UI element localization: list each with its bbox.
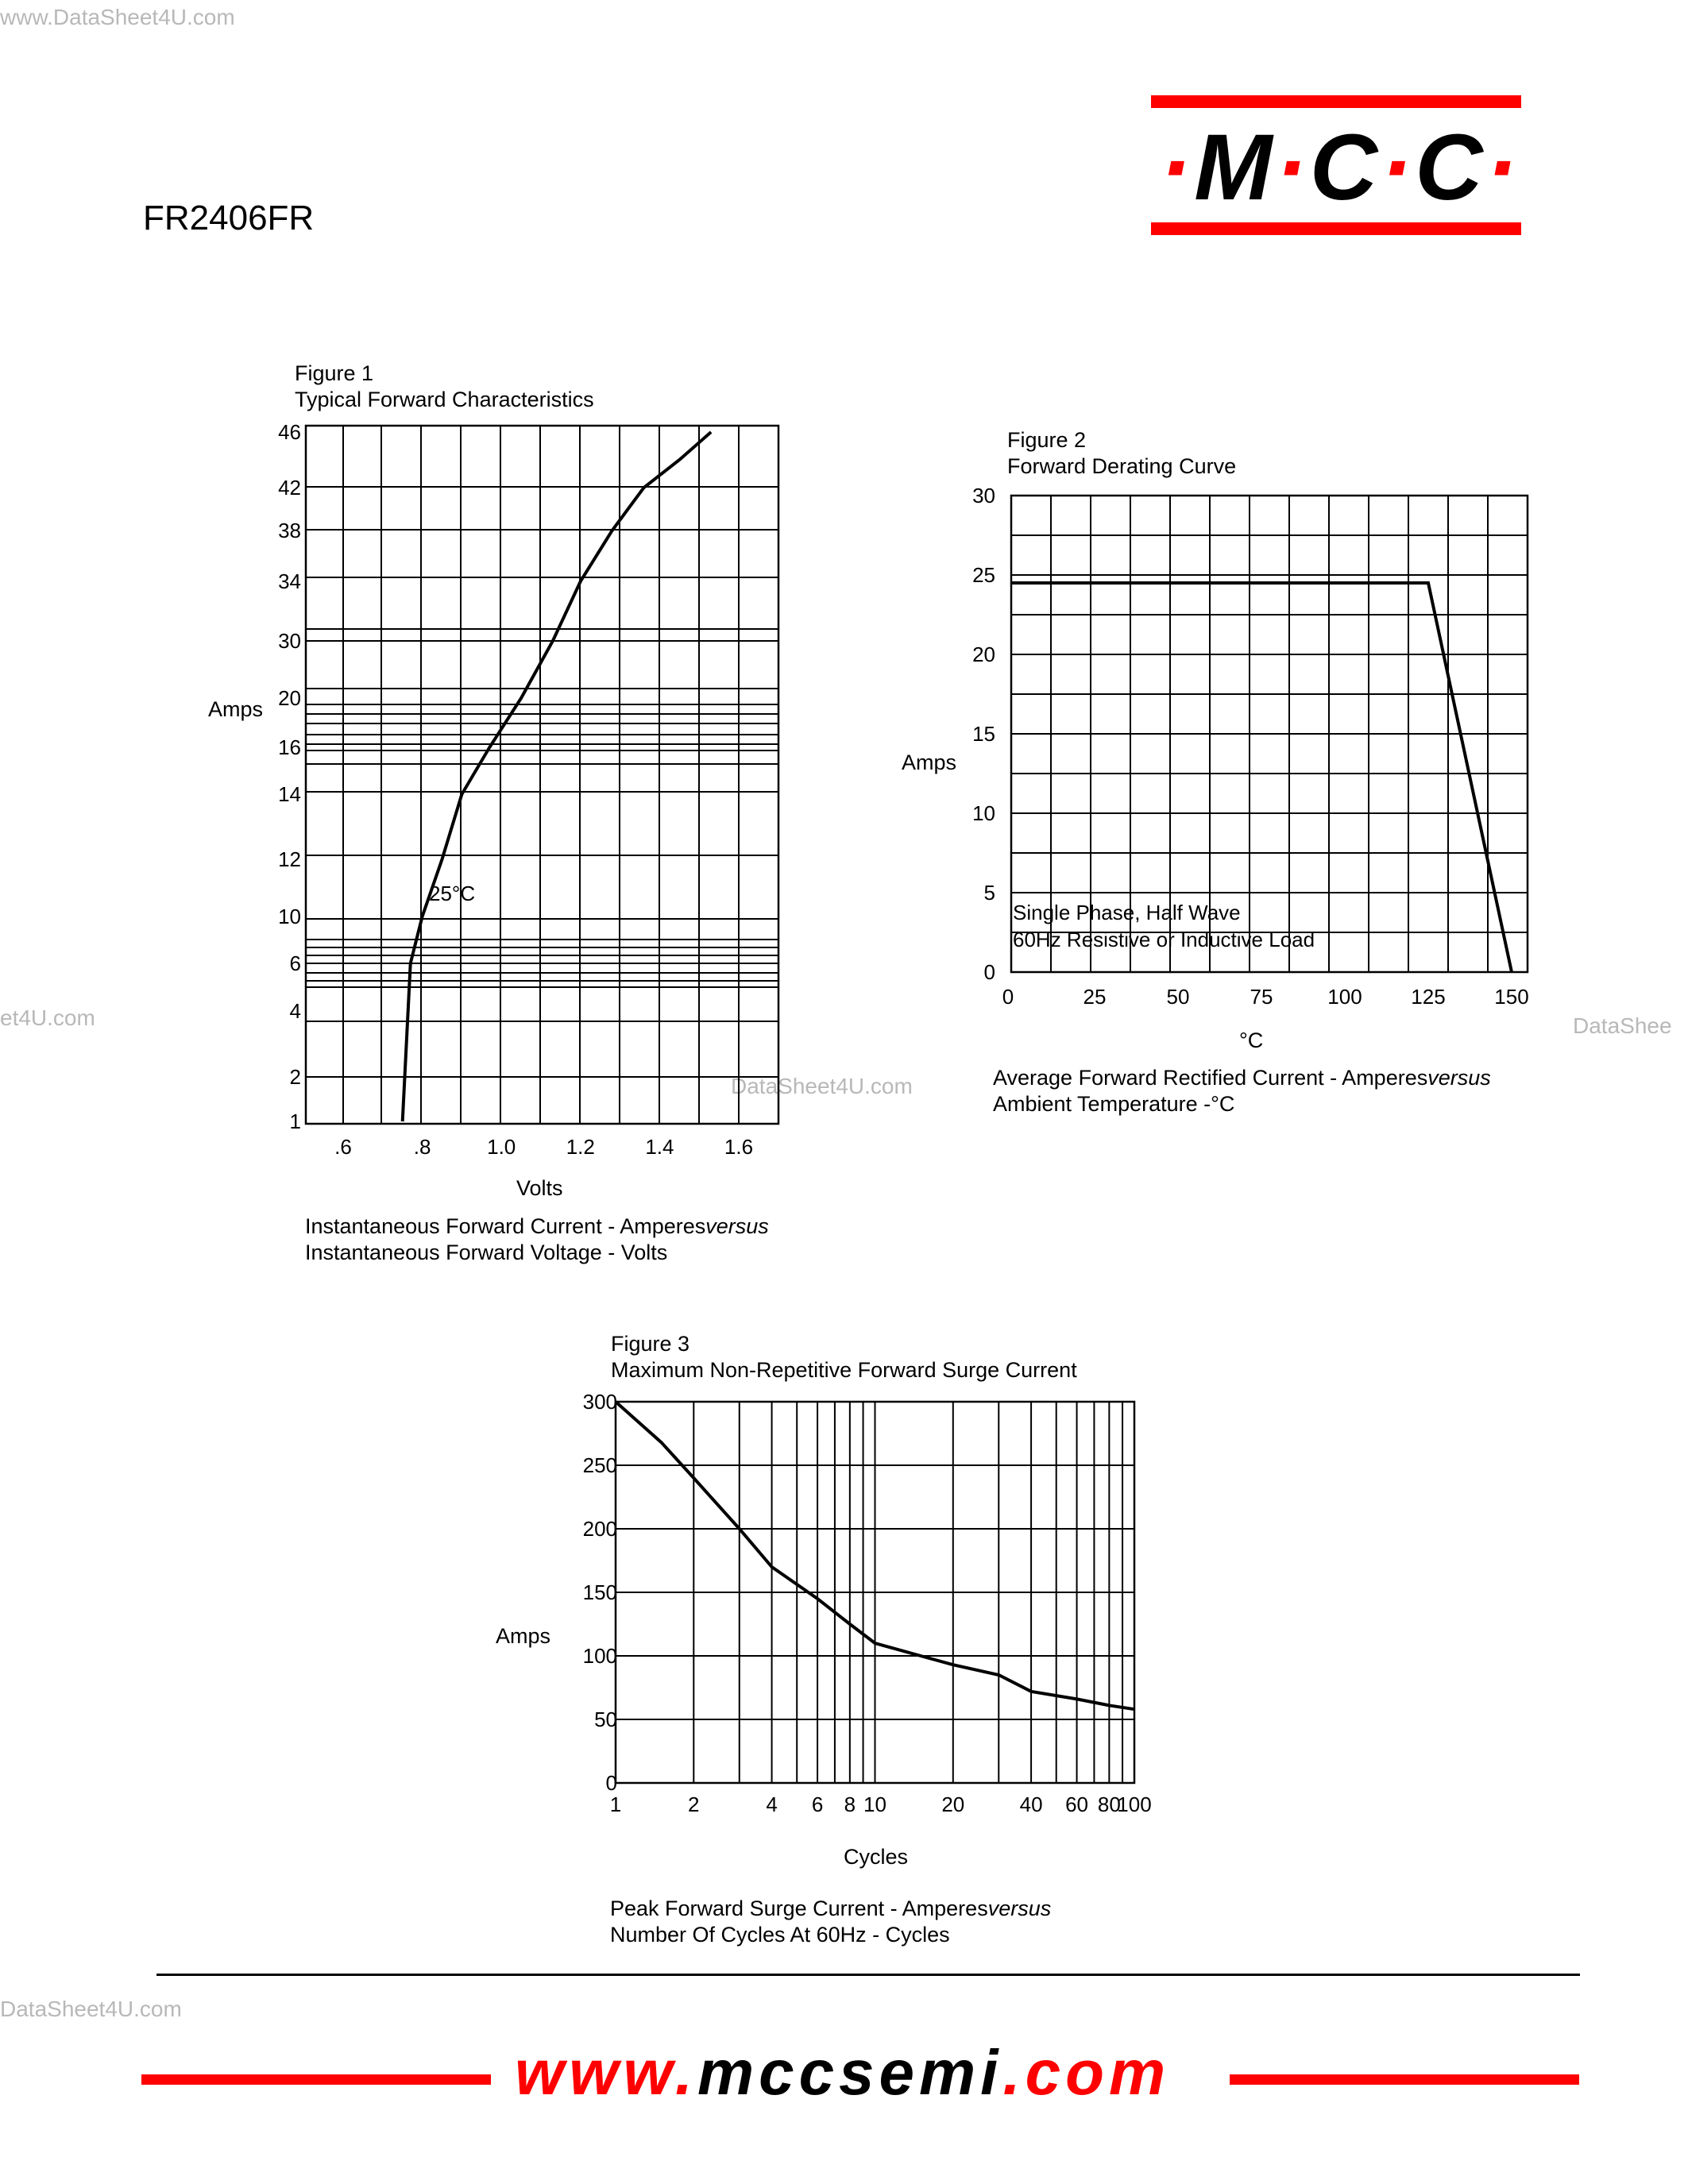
fig1-xtick-0: .6 [334, 1135, 352, 1159]
fig2-title: Forward Derating Curve [1007, 454, 1237, 478]
fig3-title: Maximum Non-Repetitive Forward Surge Current [611, 1358, 1077, 1382]
fig3-xtick-4: 8 [844, 1792, 856, 1816]
fig1-series-line [403, 432, 711, 1121]
watermark-right: DataShee [1573, 1013, 1672, 1038]
fig1-ytick-0: 46 [278, 420, 301, 444]
fig1-ytick-8: 12 [278, 847, 301, 871]
fig2-plot [953, 484, 1557, 1017]
fig1-annotation: 25°C [429, 882, 476, 905]
fig1-title: Typical Forward Characteristics [295, 388, 594, 411]
fig2-xtick-3: 75 [1250, 985, 1273, 1009]
fig3-xtick-3: 6 [811, 1792, 824, 1816]
fig3-caption-line1 [610, 1895, 1051, 1922]
fig3-ytick-3: 150 [582, 1580, 617, 1604]
fig1-ytick-4: 30 [278, 629, 301, 653]
fig2-xtick-6: 150 [1494, 985, 1529, 1009]
footer-url[interactable] [515, 2037, 1171, 2108]
footer-red-bar-left [141, 2074, 491, 2085]
fig2-note-line1: Single Phase, Half Wave [1013, 901, 1241, 924]
fig1-ytick-10: 6 [289, 951, 301, 975]
fig1-xtick-3: 1.2 [566, 1135, 595, 1159]
footer-url-suffix: .com [1002, 2037, 1171, 2108]
fig2-xtick-4: 100 [1327, 985, 1362, 1009]
fig1-caption-text: Instantaneous Forward Current - Amperes [305, 1214, 706, 1238]
fig1-ytick-3: 34 [278, 569, 301, 593]
logo-bottom-bar [1151, 222, 1521, 235]
fig2-ytick-1: 25 [972, 563, 995, 587]
watermark-bottom: DataSheet4U.com [0, 1997, 182, 2021]
fig1-xtick-1: .8 [413, 1135, 431, 1159]
fig2-xlabel: °C [1239, 1028, 1264, 1052]
fig2-label: Figure 2 [1007, 428, 1087, 452]
fig1-ytick-2: 38 [278, 519, 301, 542]
fig1-ylabel: Amps [208, 697, 264, 721]
fig1-caption-line2: Instantaneous Forward Voltage - Volts [305, 1241, 668, 1264]
fig3-caption-line2: Number Of Cycles At 60Hz - Cycles [610, 1923, 950, 1947]
fig1-ytick-12: 2 [289, 1065, 301, 1089]
fig3-xtick-9: 80 [1097, 1792, 1121, 1816]
fig3-plot [556, 1386, 1184, 1831]
watermark-mid: DataSheet4U.com [731, 1074, 913, 1098]
fig1-caption-line1 [305, 1213, 769, 1240]
fig3-ytick-4: 100 [582, 1644, 617, 1668]
watermark-left: et4U.com [0, 1005, 95, 1030]
fig1-xtick-5: 1.6 [724, 1135, 754, 1159]
fig2-ytick-0: 30 [972, 484, 995, 507]
fig3-caption-text: Peak Forward Surge Current - Amperes [610, 1897, 988, 1920]
fig3-label: Figure 3 [611, 1332, 690, 1356]
fig1-ytick-1: 42 [278, 476, 301, 500]
fig2-xtick-5: 125 [1411, 985, 1446, 1009]
fig1-ytick-9: 10 [278, 905, 301, 928]
fig3-xtick-10: 100 [1117, 1792, 1152, 1816]
fig2-caption-line2: Ambient Temperature -°C [993, 1092, 1235, 1116]
footer-url-prefix: www. [515, 2037, 697, 2108]
fig3-xtick-0: 1 [609, 1792, 622, 1816]
fig2-ytick-6: 0 [983, 960, 995, 984]
fig1-label: Figure 1 [295, 361, 374, 385]
fig2-ytick-3: 15 [972, 722, 995, 746]
fig2-note-line2: 60Hz Resistive or Inductive Load [1013, 928, 1315, 951]
fig2-xtick-2: 50 [1166, 985, 1190, 1009]
logo-text: ·M·C·C· [1160, 115, 1520, 220]
fig2-caption-text: Average Forward Rectified Current - Amperes [993, 1066, 1428, 1090]
fig3-xlabel: Cycles [844, 1845, 909, 1869]
fig3-xtick-8: 60 [1065, 1792, 1089, 1816]
logo-top-bar [1151, 95, 1521, 108]
fig1-ytick-13: 1 [289, 1109, 301, 1133]
fig3-xtick-6: 20 [941, 1792, 965, 1816]
fig3-ytick-1: 250 [582, 1453, 617, 1477]
fig1-xtick-4: 1.4 [645, 1135, 674, 1159]
fig1-ytick-7: 14 [278, 782, 301, 806]
fig3-xtick-5: 10 [863, 1792, 886, 1816]
fig1-ytick-6: 16 [278, 735, 301, 759]
fig1-ytick-11: 4 [289, 999, 301, 1023]
fig1-ytick-5: 20 [278, 686, 301, 710]
watermark-top: www.DataSheet4U.com [0, 5, 235, 29]
fig3-xtick-7: 40 [1019, 1792, 1043, 1816]
fig1-xlabel: Volts [516, 1176, 563, 1200]
fig2-ytick-2: 20 [972, 642, 995, 666]
fig3-ytick-5: 50 [594, 1707, 617, 1731]
footer-url-main: mccsemi [697, 2037, 1003, 2108]
fig3-ytick-0: 300 [582, 1390, 617, 1414]
fig1-caption-versus: versus [705, 1214, 769, 1238]
fig2-xtick-1: 25 [1083, 985, 1107, 1009]
fig2-caption-versus: versus [1427, 1066, 1491, 1090]
fig2-xtick-0: 0 [1002, 985, 1014, 1009]
fig3-xtick-2: 4 [766, 1792, 778, 1816]
fig1-xtick-2: 1.0 [487, 1135, 516, 1159]
fig2-ytick-4: 10 [972, 801, 995, 825]
fig2-ytick-5: 5 [983, 881, 995, 905]
fig3-caption-versus: versus [987, 1897, 1052, 1920]
footer-red-bar-right [1230, 2074, 1579, 2085]
fig3-ylabel: Amps [496, 1624, 551, 1648]
fig3-ytick-2: 200 [582, 1517, 617, 1541]
footer-rule [156, 1974, 1580, 1976]
fig2-ylabel: Amps [902, 751, 957, 774]
fig1-plot [262, 421, 802, 1191]
fig3-xtick-1: 2 [688, 1792, 700, 1816]
part-number: FR2406FR [143, 199, 315, 237]
fig3-ytick-6: 0 [605, 1771, 617, 1795]
fig2-caption-line1 [993, 1064, 1491, 1091]
